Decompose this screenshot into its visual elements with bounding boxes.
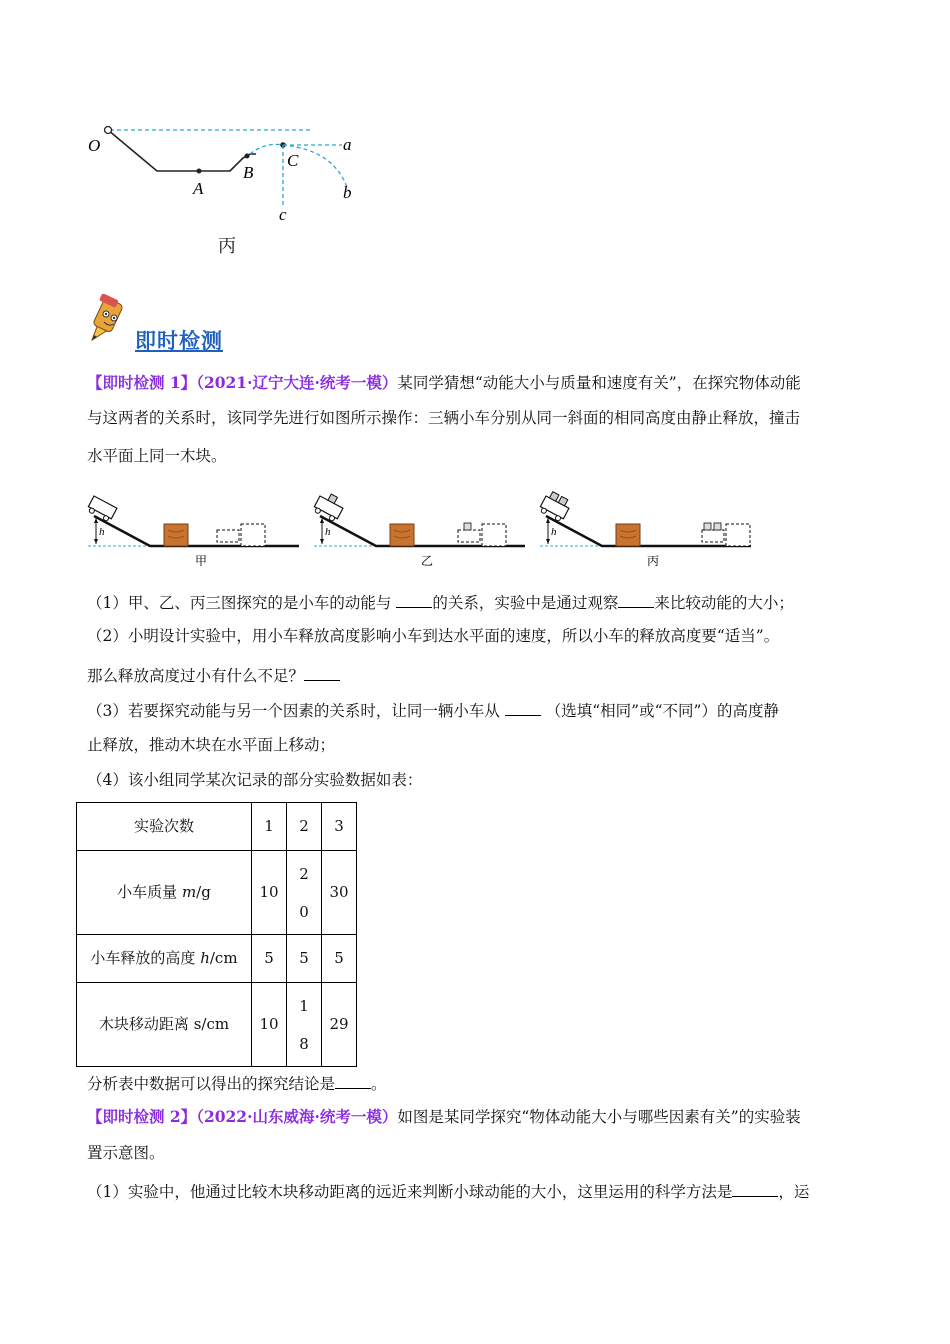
q1-conclusion-end: 。: [371, 1075, 387, 1093]
q1-sub1-a: （1）甲、乙、丙三图探究的是小车的动能与: [87, 594, 392, 612]
caption-bing: 丙: [646, 554, 660, 568]
table-header-row: [77, 803, 357, 851]
mass-value-2: [287, 851, 322, 935]
label-c-lower: c: [279, 205, 287, 224]
dist-value-2-digit-2: 8: [299, 1034, 309, 1053]
caption-yi: 乙: [420, 554, 434, 568]
q2-sub1-blank[interactable]: [732, 1182, 778, 1197]
q1-sub2-b: 那么释放高度过小有什么不足？: [87, 667, 305, 685]
mass-unit: /g: [196, 883, 211, 901]
setup-yi: [312, 490, 525, 568]
label-c: C: [287, 151, 299, 170]
q1-sub1-b: 的关系，实验中是通过观察: [432, 594, 619, 612]
height-value-1: 5: [252, 935, 287, 983]
table-row-height: [77, 935, 357, 983]
q1-intro-3: 水平面上同一木块。: [87, 447, 227, 465]
q1-sub2-b-line: [87, 666, 340, 685]
label-o: O: [88, 136, 101, 155]
table-row-mass: [77, 851, 357, 935]
q2-source: （2022·山东威海·统考一模）: [196, 1107, 398, 1126]
wood-block-yi: [390, 524, 414, 546]
height-label-prefix: 小车释放的高度: [90, 949, 201, 967]
row-mass-label: [77, 851, 252, 935]
mass-value-2-digit-2: 0: [299, 902, 309, 921]
mass-value-1: 10: [252, 851, 287, 935]
q1-sub3-b: （选填“相同”或“不同”）的高度静: [545, 702, 779, 720]
path-b: [250, 144, 348, 190]
point-b-dot: [245, 154, 250, 159]
q1-sub3-c: 止释放，推动木块在水平面上移动；: [87, 736, 336, 754]
wood-block-jia: [164, 524, 188, 546]
q1-sub2-a: （2）小明设计实验中，用小车释放高度影响小车到达水平面的速度，所以小车的释放高度要“适当”。: [87, 627, 780, 645]
q1-sub1-blank-2[interactable]: [618, 593, 654, 608]
q2-intro-line1: [87, 1109, 801, 1126]
q1-sub1-c: 来比较动能的大小；: [654, 594, 794, 612]
mass-value-2-digit-1: 2: [299, 864, 309, 883]
q2-tag: 【即时检测 2】: [87, 1107, 197, 1126]
height-value-3: 5: [322, 935, 357, 983]
label-a-lower: a: [343, 135, 352, 154]
height-var: h: [200, 949, 210, 967]
dist-value-2: [287, 983, 322, 1067]
q2-sub1-a: （1）实验中，他通过比较木块移动距离的远近来判断小球动能的大小，这里运用的科学方法是: [87, 1183, 733, 1201]
height-unit: /cm: [209, 949, 238, 967]
height-value-2: 5: [287, 935, 322, 983]
q1-conclusion-blank[interactable]: [335, 1074, 371, 1089]
row-dist-label: 木块移动距离 s/cm: [77, 983, 252, 1067]
label-b: B: [243, 163, 254, 182]
dist-value-3: 29: [322, 983, 357, 1067]
dist-value-2-digit-1: 1: [299, 996, 309, 1015]
q1-conclusion: [87, 1074, 387, 1093]
q1-sub3-a: （3）若要探究动能与另一个因素的关系时，让同一辆小车从: [87, 702, 500, 720]
mass-label-prefix: 小车质量: [117, 883, 182, 901]
q1-sub3-blank[interactable]: [505, 701, 541, 716]
label-a: A: [193, 179, 204, 198]
h-label-bing: h: [551, 526, 557, 538]
pencil-mascot-icon: [86, 294, 132, 346]
row-height-label: [77, 935, 252, 983]
carts-figure: [84, 486, 764, 570]
q1-sub4: （4）该小组同学某次记录的部分实验数据如表：: [87, 771, 423, 789]
mass-var: m: [181, 883, 197, 901]
setup-jia: [86, 496, 299, 568]
q1-intro-2: 与这两者的关系时，该同学先进行如图所示操作：三辆小车分别从同一斜面的相同高度由静止释放，撞击: [87, 409, 801, 427]
point-a-dot: [197, 169, 202, 174]
q1-source: （2021·辽宁大连·统考一模）: [196, 373, 398, 392]
q1-sub3-line: [87, 701, 779, 720]
q1-tag: 【即时检测 1】: [87, 373, 197, 392]
q1-sub1: [87, 593, 794, 612]
table-row-dist: [77, 983, 357, 1067]
figure-caption: 丙: [218, 236, 236, 257]
h-label-yi: h: [325, 526, 331, 538]
setup-bing: [538, 490, 751, 568]
dist-value-1: 10: [252, 983, 287, 1067]
q1-sub2-blank[interactable]: [304, 666, 340, 681]
h-label-jia: h: [99, 526, 105, 538]
label-b-lower: b: [343, 183, 352, 202]
q1-intro-line1: [87, 375, 801, 392]
q2-sub1: [87, 1182, 809, 1201]
q2-sub1-b: ，运: [778, 1183, 810, 1201]
q1-intro-1: 某同学猜想“动能大小与质量和速度有关”，在探究物体动能: [397, 374, 801, 392]
wood-block-bing: [616, 524, 640, 546]
track: [108, 130, 256, 171]
caption-jia: 甲: [194, 554, 208, 568]
q1-conclusion-text: 分析表中数据可以得出的探究结论是: [87, 1075, 336, 1093]
table-header-1: 1: [252, 803, 287, 851]
mass-value-3: 30: [322, 851, 357, 935]
start-point: [105, 127, 112, 134]
table-header-3: 3: [322, 803, 357, 851]
q2-intro-2: 置示意图。: [87, 1144, 165, 1162]
table-header-2: 2: [287, 803, 322, 851]
q2-intro-1: 如图是某同学探究“物体动能大小与哪些因素有关”的实验装: [397, 1108, 801, 1126]
section-title: 即时检测: [135, 329, 223, 353]
q1-sub1-blank-1[interactable]: [396, 593, 432, 608]
table-header-trial: 实验次数: [77, 803, 252, 851]
data-table: [76, 802, 357, 1067]
